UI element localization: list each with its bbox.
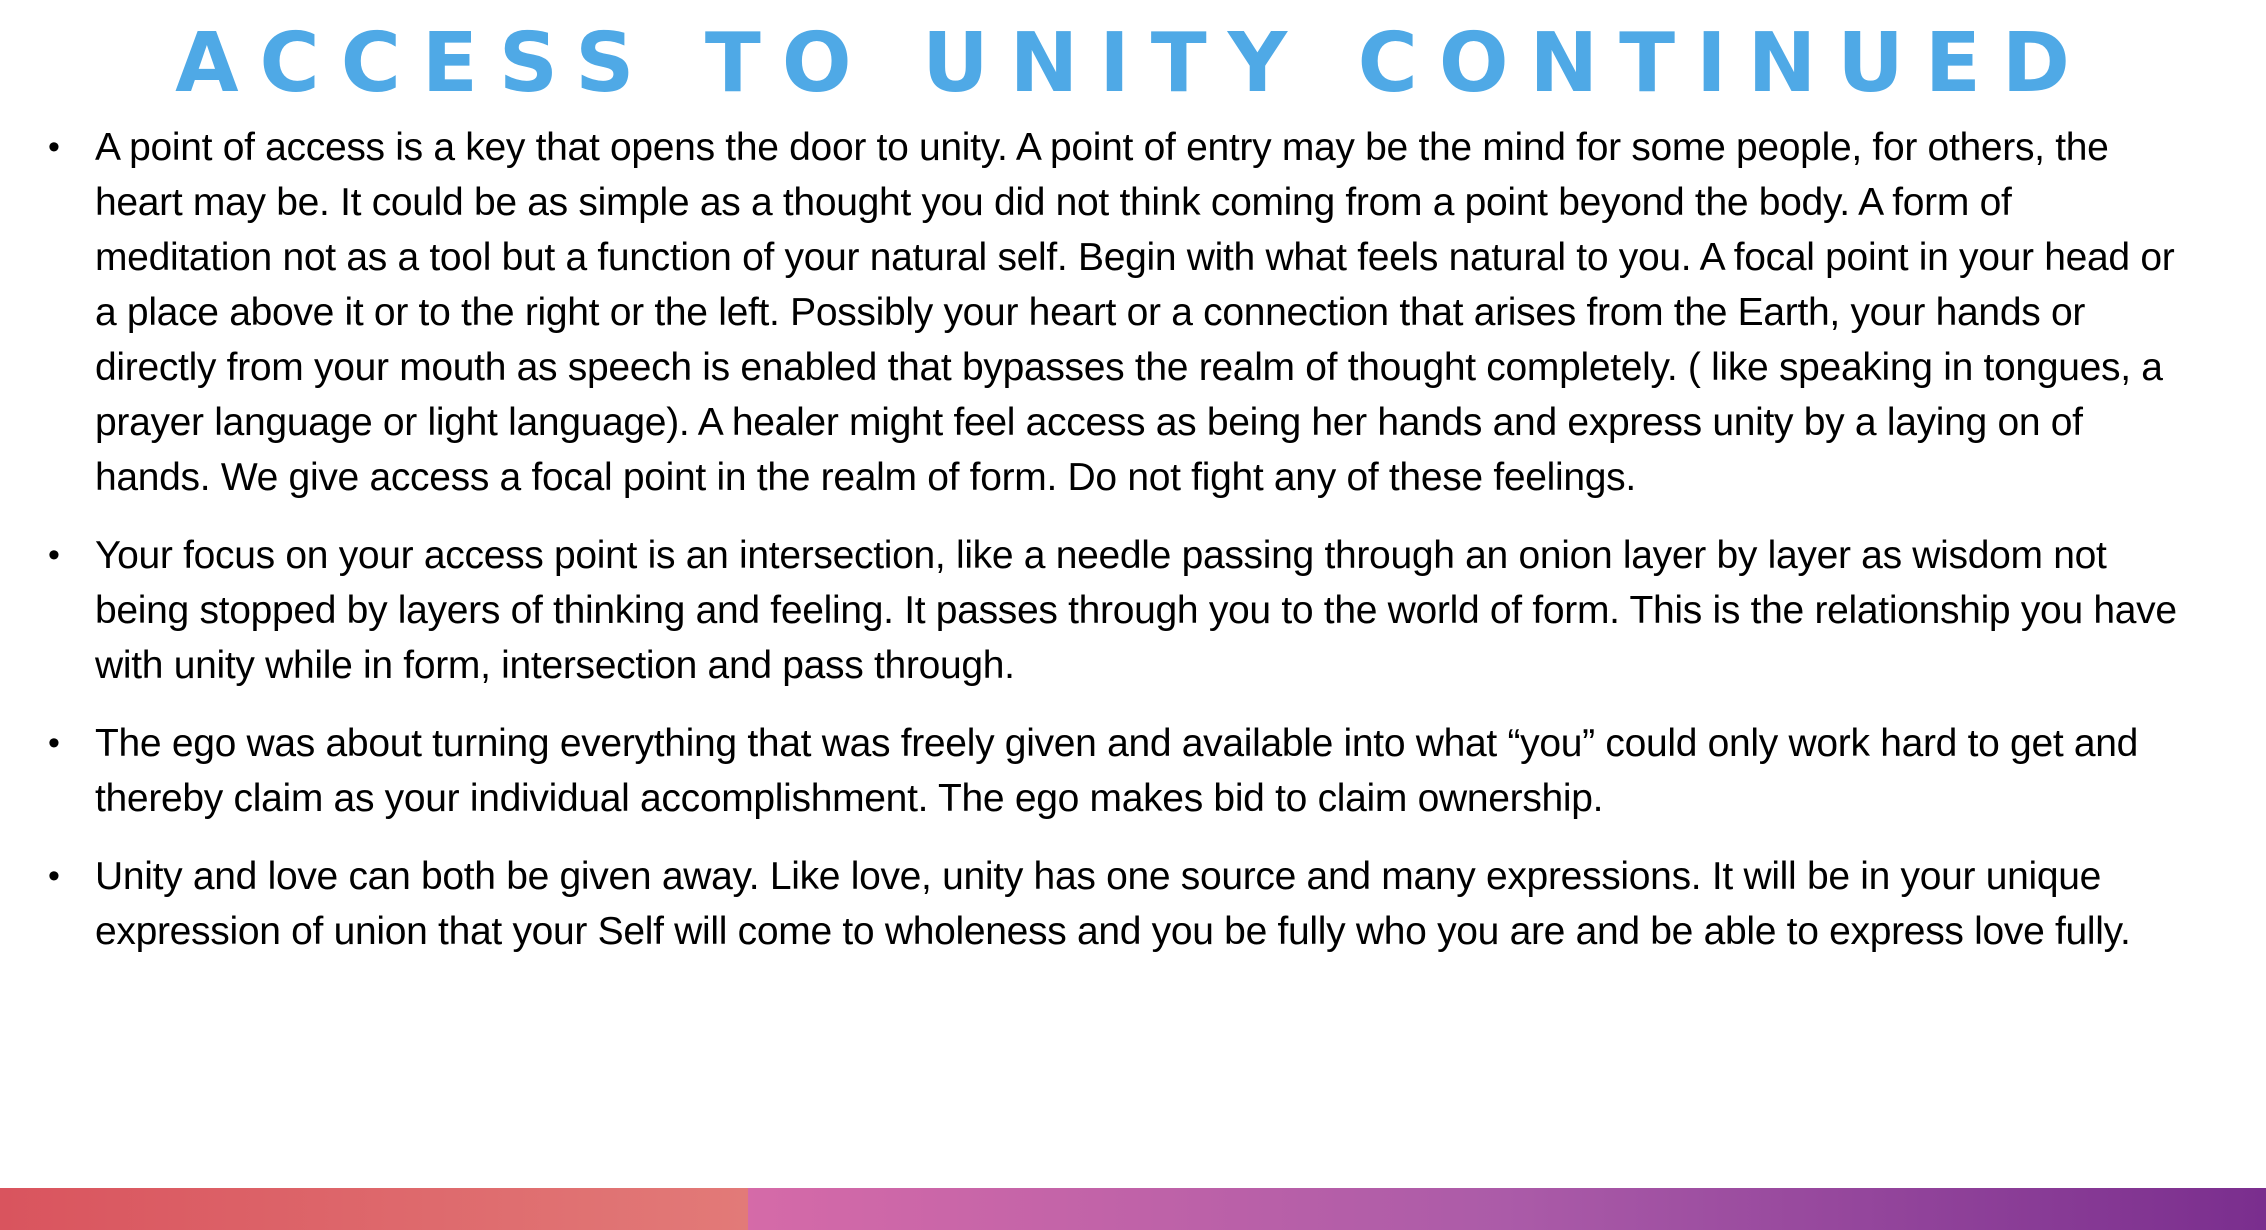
bottom-bar-right-segment: [748, 1188, 2266, 1230]
bullet-item: [48, 120, 2198, 505]
bullet-text: A point of access is a key that opens the door to unity. A point of entry may be the mind for some people, for others, the heart may be. It could be as simple as a thought you did not think coming from a point beyond the body. A form of meditation not as a tool but a function of your natural self. Begin with what feels natural to you. A focal point in your head or a place above it or to the right or the left. Possibly your heart or a connection that arises from the Earth, your hands or directly from your mouth as speech is enabled that bypasses the realm of thought completely. ( like speaking in tongues, a prayer language or light language). A healer might feel access as being her hands and express unity by a laying on of hands. We give access a focal point in the realm of form. Do not fight any of these feelings.: [95, 126, 2175, 499]
bullet-text: Unity and love can both be given away. Like love, unity has one source and many expressions. It will be in your unique expression of union that your Self will come to wholeness and you be fully who you are and be able to express love fully.: [95, 855, 2131, 953]
bullet-text: The ego was about turning everything that was freely given and available into what “you” could only work hard to get and thereby claim as your individual accomplishment. The ego makes bid to claim ownership.: [95, 722, 2139, 820]
bullet-icon: •: [48, 857, 60, 895]
bullet-text: Your focus on your access point is an intersection, like a needle passing through an onion layer by layer as wisdom not being stopped by layers of thinking and feeling. It passes through you to the world of form. This is the relationship you have with unity while in form, intersection and pass through.: [95, 534, 2177, 687]
bottom-bar-left-segment: [0, 1188, 748, 1230]
bullet-item: [48, 528, 2198, 693]
bullet-icon: •: [48, 536, 60, 574]
bullet-icon: •: [48, 724, 60, 762]
bullet-list: [48, 120, 2198, 982]
bullet-item: [48, 849, 2198, 959]
slide-title: ACCESS TO UNITY CONTINUED: [175, 16, 2091, 111]
bullet-icon: •: [48, 128, 60, 166]
decorative-bottom-bar: [0, 1188, 2266, 1230]
bullet-item: [48, 716, 2198, 826]
